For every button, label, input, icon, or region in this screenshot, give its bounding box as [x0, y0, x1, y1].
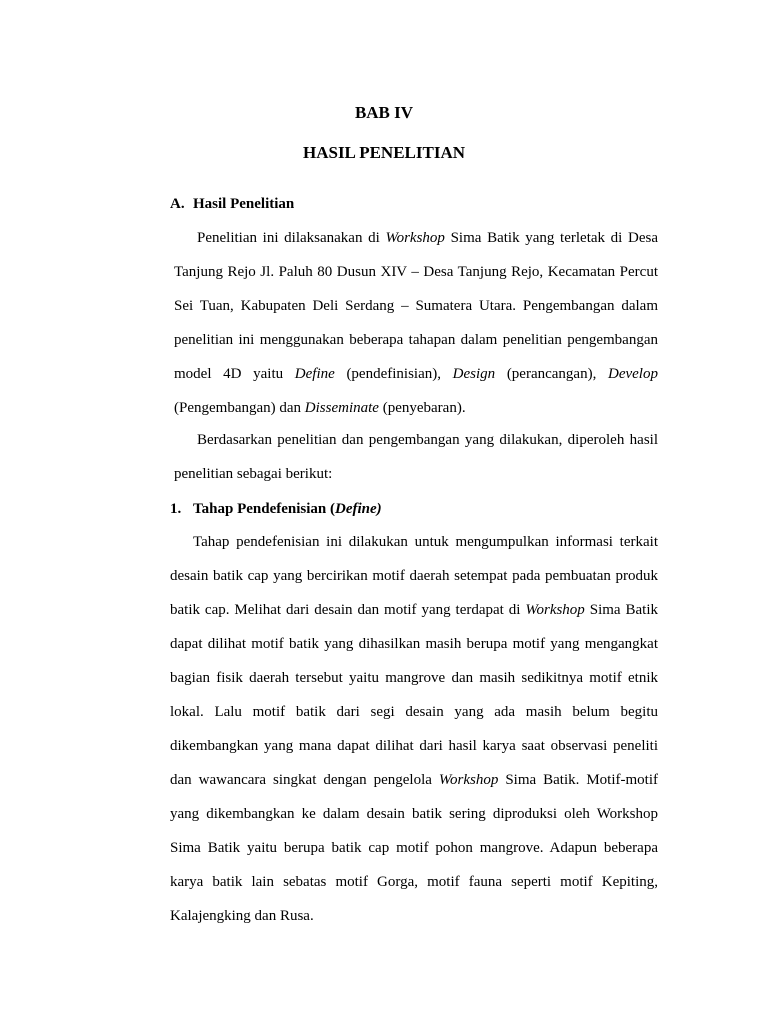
term-define: Define: [294, 366, 335, 382]
section-a-paragraph-2: Berdasarkan penelitian dan pengembangan yang dilakukan, diperoleh hasil penelitian sebagai berikut:: [174, 432, 658, 482]
section-a-paragraph-1: Penelitian ini dilaksanakan di Workshop Sima Batik yang terletak di Desa Tanjung Rejo Jl. Paluh 80 Dusun XIV – Desa Tanjung Rejo, Kecamatan Percut Sei Tuan, Kabupaten Deli Serdang – Sumatera Utara. Pengembangan dalam penelitian ini menggunakan beberapa tahapan dalam penelitian pengembangan model 4D yaitu Define (pendefinisian), Design (perancangan), Develop (Pengembangan) dan Disseminate (penyebaran).: [174, 230, 658, 416]
term-workshop: Workshop: [525, 602, 585, 618]
section-a-label: A.: [170, 196, 185, 212]
term-develop: Develop: [608, 366, 658, 382]
section-a-title: Hasil Penelitian: [193, 196, 295, 212]
subsection-1-label: 1.: [170, 501, 182, 517]
term-disseminate: Disseminate: [304, 400, 379, 416]
term-workshop: Workshop: [385, 230, 445, 246]
subsection-1-title: Tahap Pendefenisian (: [193, 501, 335, 517]
subsection-1-paragraph: Tahap pendefenisian ini dilakukan untuk mengumpulkan informasi terkait desain batik cap yang bercirikan motif daerah setempat pada pembuatan produk batik cap. Melihat dari desain dan motif yang terdapat di Workshop Sima Batik dapat dilihat motif batik yang dihasilkan masih berupa motif yang mengangkat bagian fisik daerah tersebut yaitu mangrove dan masih sedikitnya motif etnik lokal. Lalu motif batik dari segi desain yang ada masih belum begitu dikembangkan yang mana dapat dilihat dari hasil karya saat observasi peneliti dan wawancara singkat dengan pengelola Workshop Sima Batik. Motif-motif yang dikembangkan ke dalam desain batik sering diproduksi oleh Workshop Sima Batik yaitu berupa batik cap motif pohon mangrove. Adapun beberapa karya batik lain sebatas motif Gorga, motif fauna seperti motif Kepiting, Kalajengking dan Rusa.: [170, 534, 659, 924]
term-design: Design: [452, 366, 496, 382]
subsection-1-title-define: Define): [334, 501, 382, 517]
chapter-title: HASIL PENELITIAN: [302, 143, 466, 162]
subsection-1-heading: [170, 501, 382, 518]
chapter-number: BAB IV: [354, 103, 414, 122]
section-a-heading: [170, 196, 294, 213]
term-workshop: Workshop: [438, 772, 499, 788]
